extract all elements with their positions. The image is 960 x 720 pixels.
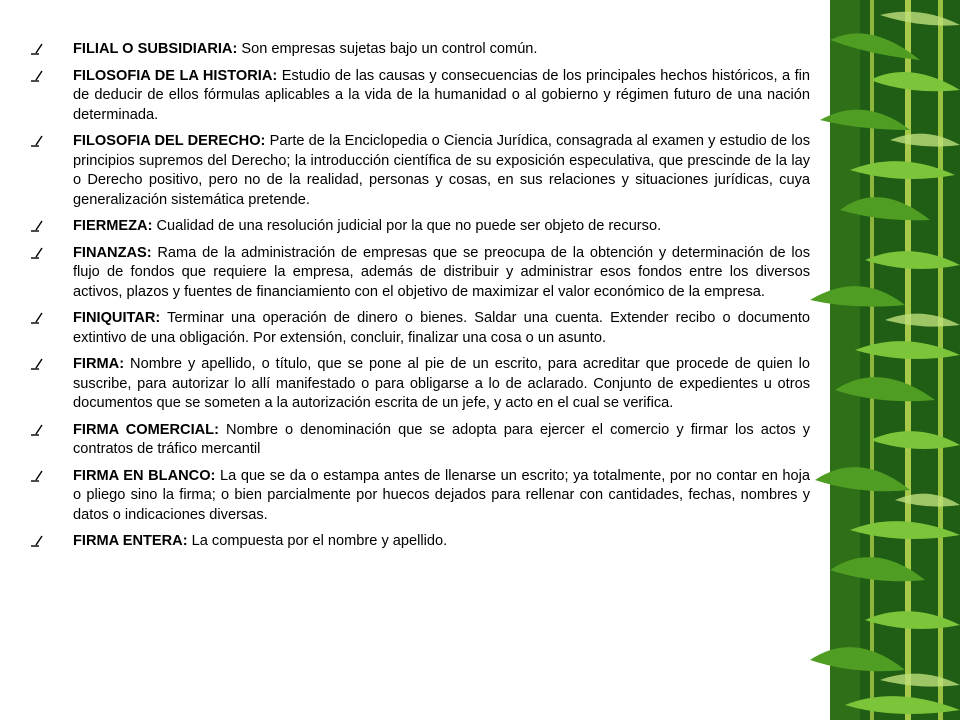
- glossary-definition: Parte de la Enciclopedia o Ciencia Jurídica, consagrada al examen y estudio de los principios supremos del Derecho; la introducción científica de su exposición especulativa, que prescinde de la lay o Derecho positivo, pero no de la realidad, personas y cosas, en sus relaciones y situaciones jurídicas, cuya generalización sistemática pretende.: [73, 133, 810, 208]
- glossary-term: FIRMA EN BLANCO:: [73, 467, 216, 484]
- glossary-definition: Estudio de las causas y consecuencias de los principales hechos históricos, a fin de deducir de ellos fórmulas aplicables a la vida de la humanidad o al gobierno y régimen futuro de una nación determinada.: [73, 67, 810, 123]
- glossary-term: FIRMA COMERCIAL:: [73, 421, 219, 438]
- checkbox-bullet-icon: [30, 135, 46, 148]
- checkbox-bullet-icon: [30, 470, 46, 483]
- list-item: [30, 244, 810, 303]
- list-item: [30, 217, 810, 237]
- glossary-term: FINANZAS:: [73, 244, 152, 261]
- glossary-definition: Nombre y apellido, o título, que se pone al pie de un escrito, para acreditar que procede de quien lo suscribe, para autorizar lo allí manifestado o para obligarse a lo de aclarado. Conjunto de expedientes u otros documentos que se someten a la autorización escrita de un jefe, y acto en el cual se verifica.: [73, 356, 810, 411]
- glossary-list: [30, 40, 810, 559]
- checkbox-bullet-icon: [30, 70, 46, 83]
- glossary-term: FIERMEZA:: [73, 218, 153, 234]
- glossary-definition: La compuesta por el nombre y apellido.: [187, 533, 448, 549]
- list-item: [30, 67, 810, 126]
- list-item: [30, 132, 810, 210]
- checkbox-bullet-icon: [30, 358, 46, 371]
- checkbox-bullet-icon: [30, 535, 46, 548]
- list-item: [30, 532, 810, 552]
- bamboo-decoration: [810, 0, 960, 720]
- list-item: [30, 309, 810, 348]
- checkbox-bullet-icon: [30, 312, 46, 325]
- glossary-definition: Son empresas sujetas bajo un control común.: [237, 41, 538, 57]
- glossary-definition: Terminar una operación de dinero o bienes. Saldar una cuenta. Extender recibo o documento extintivo de una obligación. Por extensión, concluir, finalizar una cosa o un asunto.: [73, 310, 810, 346]
- glossary-term: FILOSOFIA DE LA HISTORIA:: [73, 67, 278, 84]
- glossary-definition: Cualidad de una resolución judicial por la que no puede ser objeto de recurso.: [152, 218, 662, 234]
- glossary-definition: Nombre o denominación que se adopta para ejercer el comercio y firmar los actos y contratos de tráfico mercantil: [73, 421, 811, 457]
- glossary-term: FILOSOFIA DEL DERECHO:: [73, 133, 266, 149]
- list-item: [30, 40, 810, 60]
- checkbox-bullet-icon: [30, 424, 46, 437]
- list-item: [30, 467, 810, 526]
- glossary-term: FINIQUITAR:: [73, 310, 161, 326]
- list-item: [30, 355, 810, 414]
- glossary-term: FIRMA ENTERA:: [73, 533, 188, 549]
- glossary-definition: Rama de la administración de empresas que se preocupa de la obtención y determinación de los flujo de fondos que requiere la empresa, además de distribuir y administrar esos fondos entre los diversos activos, plazos y fuentes de financiamiento con el objetivo de maximizar el valor económico de la empresa.: [73, 244, 810, 300]
- list-item: [30, 421, 810, 460]
- checkbox-bullet-icon: [30, 220, 46, 233]
- glossary-term: FIRMA:: [73, 356, 125, 372]
- glossary-term: FILIAL O SUBSIDIARIA:: [73, 41, 238, 57]
- glossary-definition: La que se da o estampa antes de llenarse un escrito; ya totalmente, por no contar en hoja o pliego sino la firma; o bien parcialmente por huecos dejados para rellenar con cantidades, fechas, nombres y datos o indicaciones diversas.: [73, 467, 811, 523]
- checkbox-bullet-icon: [30, 247, 46, 260]
- checkbox-bullet-icon: [30, 43, 46, 56]
